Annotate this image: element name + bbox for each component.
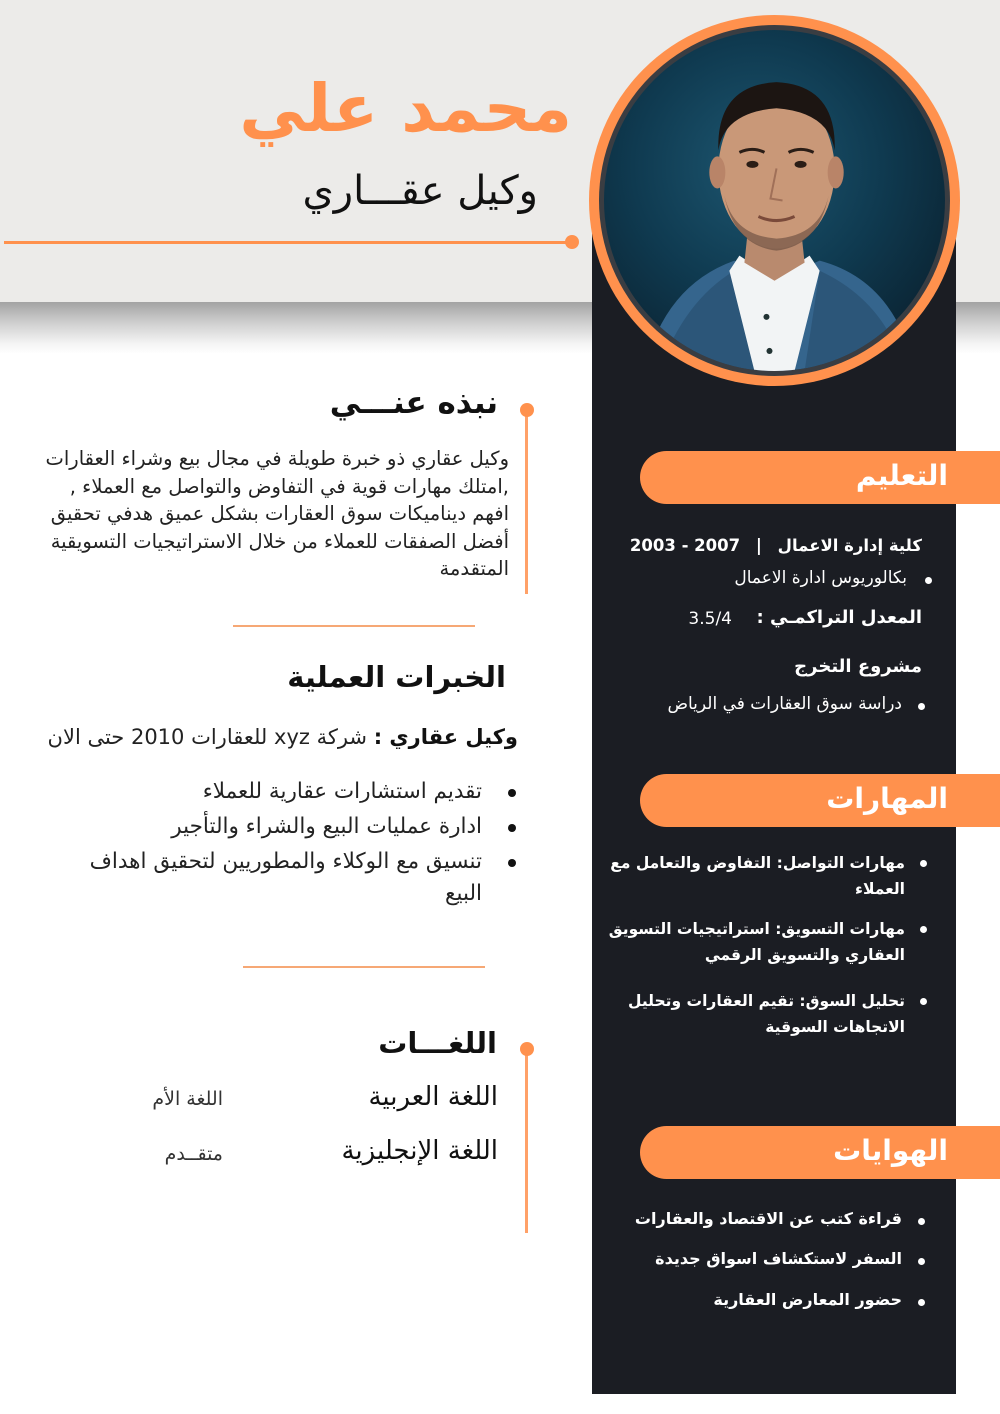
- languages-title: اللغـــات: [378, 1026, 497, 1060]
- hobby-item: السفر لاستكشاف اسواق جديدة: [655, 1249, 902, 1268]
- education-degree: بكالوريوس ادارة الاعمال: [734, 568, 907, 588]
- profile-photo-frame: [589, 15, 960, 386]
- language-level: متقــدم: [164, 1143, 223, 1165]
- hobby-item: حضور المعارض العقارية: [713, 1290, 902, 1309]
- experience-item: تنسيق مع الوكلاء والمطوريين لتحقيق اهداف البيع: [58, 846, 518, 910]
- header-divider-line: [4, 241, 570, 244]
- person-name: محمد علي: [239, 70, 572, 147]
- skill-item: مهارات التسويق: استراتيجيات التسويق العقاري والتسويق الرقمي: [605, 916, 905, 968]
- language-level: اللغة الأم: [152, 1088, 223, 1110]
- language-name: اللغة العربية: [368, 1082, 498, 1112]
- education-project-label: مشروع التخرج: [794, 656, 922, 677]
- education-years: 2003 - 2007: [629, 536, 741, 555]
- job-title: وكيل عقـــاري: [302, 168, 538, 214]
- experience-role-title: وكيل عقاري :: [373, 725, 518, 749]
- skill-item: تحليل السوق: تقيم العقارات وتحليل الاتجاهات السوقية: [605, 988, 905, 1040]
- education-title: التعليم: [855, 459, 948, 492]
- skill-item: مهارات التواصل: التفاوض والتعامل مع العملاء: [605, 850, 905, 902]
- experience-item: تقديم استشارات عقارية للعملاء: [58, 776, 518, 808]
- experience-item: ادارة عمليات البيع والشراء والتأجير: [58, 811, 518, 843]
- experience-list: [58, 776, 518, 913]
- hobbies-header: [640, 1126, 1000, 1179]
- languages-timeline-line: [525, 1049, 528, 1233]
- education-institution: كلية إدارة الاعمال: [777, 536, 922, 555]
- education-gpa-value: 3.5/4: [688, 609, 732, 629]
- bullet-icon: [918, 1218, 925, 1225]
- bullet-icon: [918, 1258, 925, 1265]
- section-divider: [243, 966, 485, 968]
- header-divider-dot: [565, 235, 579, 249]
- bullet-icon: [918, 703, 925, 710]
- skills-list: [605, 850, 905, 1040]
- about-timeline-line: [525, 410, 528, 594]
- skills-header: [640, 774, 1000, 827]
- experience-company: شركة xyz للعقارات 2010 حتى الان: [47, 725, 374, 749]
- education-header: [640, 451, 1000, 504]
- education-institution-line: [630, 536, 922, 555]
- portrait-icon: [604, 30, 945, 371]
- about-text: وكيل عقاري ذو خبرة طويلة في مجال بيع وشراء العقارات ,امتلك مهارات قوية في التفاوض والتواصل مع العملاء , افهم ديناميكات سوق العقارات بشكل عميق هدفي تحقيق أفضل الصفقات للعملاء من خلال الاستراتيجيات التسويقية المتقدمة: [45, 447, 509, 580]
- bullet-icon: [918, 1299, 925, 1306]
- education-gpa-label: المعدل التراكمـي :: [756, 607, 922, 628]
- profile-photo: [604, 30, 945, 371]
- education-separator: |: [755, 536, 762, 555]
- experience-title: الخبرات العملية: [287, 660, 506, 694]
- education-project: دراسة سوق العقارات في الرياض: [667, 694, 902, 714]
- experience-role: [48, 725, 518, 749]
- about-title: نبذه عنـــي: [329, 385, 498, 421]
- hobbies-title: الهوايات: [833, 1134, 948, 1167]
- bullet-icon: [925, 577, 932, 584]
- language-name: اللغة الإنجليزية: [341, 1136, 498, 1166]
- hobby-item: قراءة كتب عن الاقتصاد والعقارات: [634, 1209, 902, 1228]
- skills-title: المهارات: [826, 782, 948, 815]
- section-divider: [233, 625, 475, 627]
